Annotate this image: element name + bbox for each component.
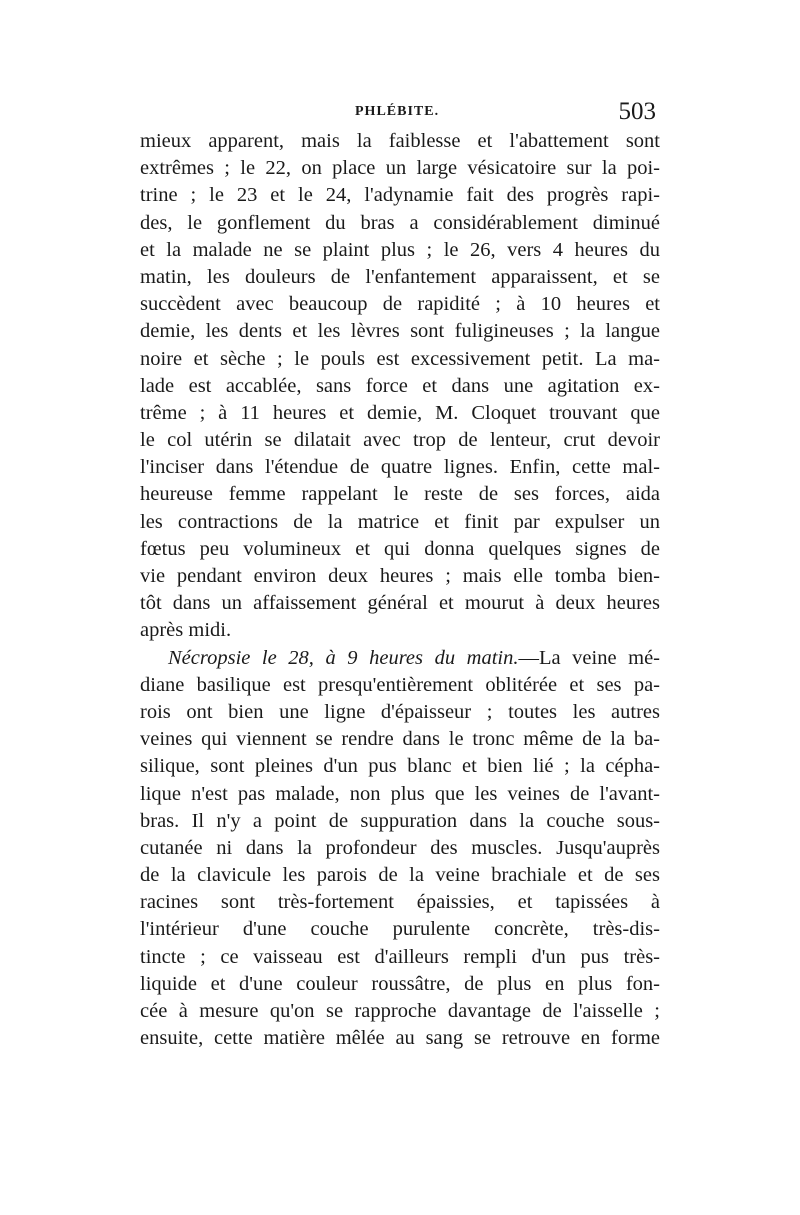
text-line: racines sont très-fortement épaissies, et tapissées à bbox=[140, 891, 660, 914]
text-line: tôt dans un affaissement général et mourut à deux heures bbox=[140, 592, 660, 615]
page-header bbox=[140, 98, 660, 128]
text-line: vie pendant environ deux heures ; mais elle tomba bien- bbox=[140, 565, 660, 587]
text-line: tincte ; ce vaisseau est d'ailleurs rempli d'un pus très- bbox=[140, 945, 660, 968]
text-line: diane basilique est presqu'entièrement oblitérée et ses pa- bbox=[140, 673, 660, 696]
text-line: succèdent avec beaucoup de rapidité ; à 10 heures et bbox=[140, 293, 660, 316]
text-line: heureuse femme rappelant le reste de ses forces, aida bbox=[140, 483, 660, 506]
text-line: veines qui viennent se rendre dans le tronc même de la ba- bbox=[140, 728, 660, 751]
text-line: lique n'est pas malade, non plus que les veines de l'avant- bbox=[140, 782, 660, 805]
text-line: cée à mesure qu'on se rapproche davantage de l'aisselle ; bbox=[140, 1000, 660, 1022]
text-line: matin, les douleurs de l'enfantement apparaissent, et se bbox=[140, 265, 660, 288]
text-line: de la clavicule les parois de la veine brachiale et de ses bbox=[140, 864, 660, 887]
text-line-last: après midi. bbox=[140, 619, 232, 642]
text-line: fœtus peu volumineux et qui donna quelques signes de bbox=[140, 537, 660, 560]
text-line: et la malade ne se plaint plus ; le 26, vers 4 heures du bbox=[140, 238, 660, 261]
text-line: silique, sont pleines d'un pus blanc et bien lié ; la cépha- bbox=[140, 755, 660, 778]
text-line: l'inciser dans l'étendue de quatre lignes. Enfin, cette mal- bbox=[140, 456, 660, 479]
text-line: rois ont bien une ligne d'épaisseur ; toutes les autres bbox=[140, 700, 660, 723]
text-line: les contractions de la matrice et finit par expulser un bbox=[140, 510, 660, 533]
text-line: des, le gonflement du bras a considérablement diminué bbox=[140, 211, 660, 234]
text-line: trême ; à 11 heures et demie, M. Cloquet trouvant que bbox=[140, 401, 660, 424]
text-line: bras. Il n'y a point de suppuration dans la couche sous- bbox=[140, 809, 660, 832]
necropsy-heading: Nécropsie le 28, à 9 heures du matin. bbox=[168, 646, 519, 669]
text-line: extrêmes ; le 22, on place un large vésicatoire sur la poi- bbox=[140, 157, 660, 180]
text-line: noire et sèche ; le pouls est excessivement petit. La ma- bbox=[140, 347, 660, 370]
text-line: ensuite, cette matière mêlée au sang se retrouve en forme bbox=[140, 1027, 660, 1050]
text-line: trine ; le 23 et le 24, l'adynamie fait des progrès rapi- bbox=[140, 184, 660, 207]
running-head: PHLÉBITE. bbox=[355, 104, 440, 119]
text-line: liquide et d'une couleur roussâtre, de plus en plus fon- bbox=[140, 972, 660, 995]
page-number: 503 bbox=[618, 98, 656, 125]
text-line: lade est accablée, sans force et dans une agitation ex- bbox=[140, 374, 660, 397]
necropsy-heading-line bbox=[140, 645, 660, 672]
body-text bbox=[140, 128, 660, 1052]
text-line: l'intérieur d'une couche purulente concrète, très-dis- bbox=[140, 918, 660, 941]
text-line: demie, les dents et les lèvres sont fuligineuses ; la langue bbox=[140, 320, 660, 343]
necropsy-heading-rest: —La veine mé- bbox=[518, 646, 660, 669]
text-line: cutanée ni dans la profondeur des muscles. Jusqu'auprès bbox=[140, 836, 660, 859]
text-line: le col utérin se dilatait avec trop de lenteur, crut devoir bbox=[140, 429, 660, 452]
text-line: mieux apparent, mais la faiblesse et l'abattement sont bbox=[140, 130, 660, 152]
